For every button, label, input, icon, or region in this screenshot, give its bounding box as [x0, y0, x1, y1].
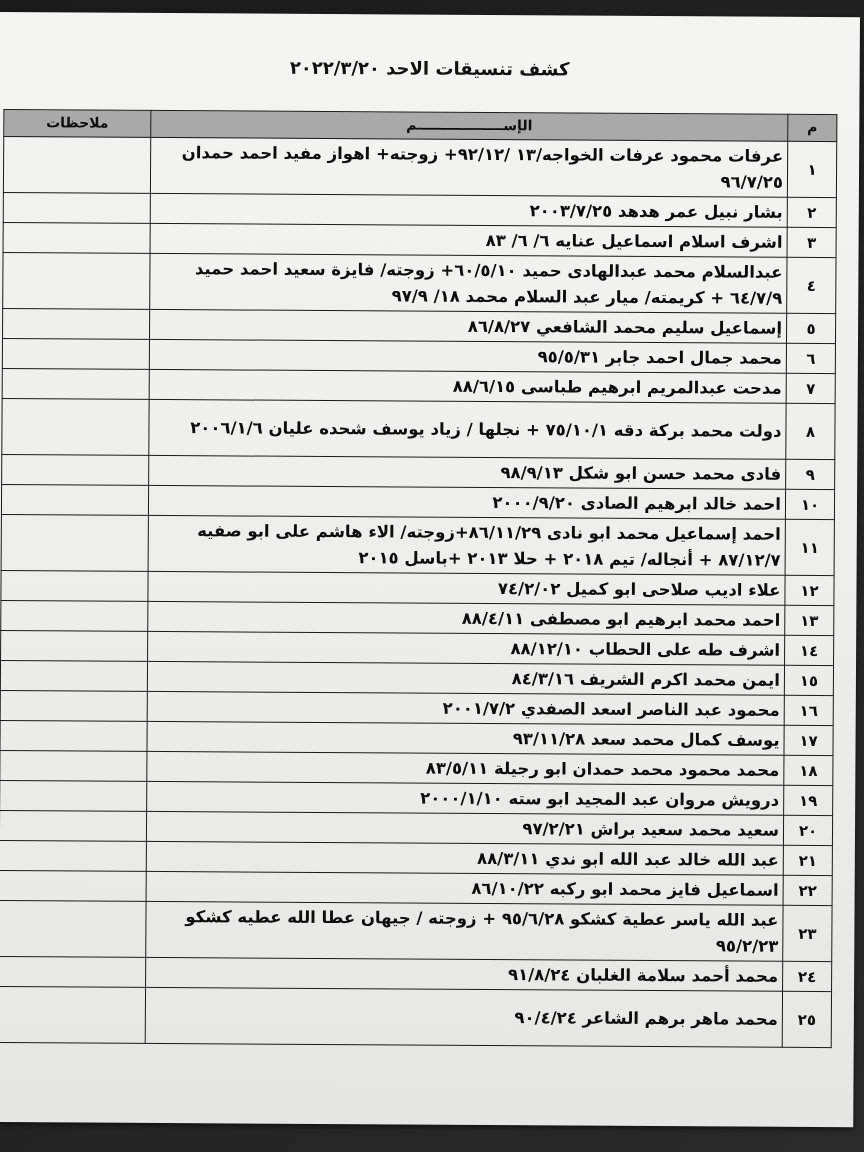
row-number: ٤: [787, 257, 836, 313]
row-notes: [3, 253, 150, 310]
row-name: فادى محمد حسن ابو شكل ٩٨/٩/١٣: [149, 455, 786, 489]
row-notes: [2, 339, 149, 370]
row-name: يوسف كمال محمد سعد ٩٣/١١/٢٨: [147, 721, 784, 755]
header-notes: ملاحظات: [4, 110, 151, 138]
row-number: ١٨: [784, 755, 833, 785]
table-row: [2, 399, 835, 460]
row-number: ٧: [786, 373, 835, 403]
row-number: ٢١: [783, 845, 832, 875]
row-number: ١٩: [784, 785, 833, 815]
row-notes: [1, 485, 148, 516]
document-title: كشف تنسيقات الاحد ٢٠٢٢/٣/٢٠: [289, 57, 570, 81]
row-number: ٢٠: [783, 815, 832, 845]
row-name: دولت محمد بركة دقه ٧٥/١٠/١ + نجلها / زياد يوسف شحده عليان ٢٠٠٦/١/٦: [149, 399, 786, 459]
paper-sheet: [0, 12, 860, 1127]
row-name: اسماعيل فايز محمد ابو ركبه ٨٦/١٠/٢٢: [146, 871, 783, 905]
row-name: عبد الله خالد عبد الله ابو ندي ٨٨/٣/١١: [146, 841, 783, 875]
row-name: عرفات محمود عرفات الخواجه/١٣ /٩٢/١٢+ زوجته+ اهواز مفيد احمد حمدان ٩٦/٧/٢٥: [150, 137, 787, 197]
row-number: ١٣: [785, 605, 834, 635]
row-notes: [0, 661, 147, 692]
row-notes: [0, 957, 146, 988]
row-notes: [0, 987, 146, 1044]
coordination-table: [0, 109, 837, 1048]
row-number: ٢٤: [783, 961, 832, 991]
row-name: احمد محمد ابرهيم ابو مصطفى ٨٨/٤/١١: [148, 601, 785, 635]
table-row: [1, 515, 834, 576]
row-notes: [1, 515, 148, 572]
row-number: ٩: [786, 459, 835, 489]
row-name: محمد جمال احمد جابر ٩٥/٥/٣١: [149, 339, 786, 373]
row-notes: [1, 571, 148, 602]
row-name: علاء اديب صلاحى ابو كميل ٧٤/٢/٠٢: [148, 571, 785, 605]
header-name: الإســــــــــــــــــم: [151, 110, 788, 141]
row-name: مدحت عبدالمريم ابرهيم طباسى ٨٨/٦/١٥: [149, 369, 786, 403]
row-notes: [0, 871, 146, 902]
row-number: ٢٣: [783, 905, 832, 961]
row-name: محمد محمود محمد حمدان ابو رجيلة ٨٣/٥/١١: [147, 751, 784, 785]
row-number: ١٥: [784, 665, 833, 695]
row-number: ٢: [787, 197, 836, 227]
row-name: محمود عبد الناصر اسعد الصفدي ٢٠٠١/٧/٢: [147, 691, 784, 725]
row-name: عبدالسلام محمد عبدالهادى حميد ٦٠/٥/١٠+ زوجته/ فايزة سعيد احمد حميد ٦٤/٧/٩ + كريمته/ ميار عبد السلام محمد ١٨/ ٩٧/٩: [150, 253, 787, 313]
row-name: بشار نبيل عمر هدهد ٢٠٠٣/٧/٢٥: [150, 193, 787, 227]
row-name: ايمن محمد اكرم الشريف ٨٤/٣/١٦: [147, 661, 784, 695]
row-name: احمد إسماعيل محمد ابو نادى ٨٦/١١/٢٩+زوجته/ الاء هاشم على ابو صفيه ٨٧/١٢/٧ + أنجاله/ تيم ٢٠١٨ + حلا ٢٠١٣ +باسل ٢٠١٥: [148, 515, 785, 575]
row-number: ٦: [786, 343, 835, 373]
row-notes: [2, 369, 149, 400]
row-name: محمد ماهر برهم الشاعر ٩٠/٤/٢٤: [145, 987, 782, 1047]
row-name: اشرف طه على الحطاب ٨٨/١٢/١٠: [148, 631, 785, 665]
row-name: سعيد محمد سعيد براش ٩٧/٢/٢١: [146, 811, 783, 845]
row-number: ١: [787, 141, 836, 197]
row-number: ٢٥: [782, 991, 831, 1047]
row-name: احمد خالد ابرهيم الصادى ٢٠٠٠/٩/٢٠: [148, 485, 785, 519]
row-number: ٢٢: [783, 875, 832, 905]
row-number: ١٠: [785, 489, 834, 519]
row-number: ١٧: [784, 725, 833, 755]
row-number: ٣: [787, 227, 836, 257]
row-notes: [1, 631, 148, 662]
row-notes: [0, 721, 147, 752]
row-number: ١٤: [785, 635, 834, 665]
row-notes: [2, 455, 149, 486]
table-row: [3, 253, 836, 314]
header-number: م: [788, 114, 837, 141]
row-notes: [1, 601, 148, 632]
table-row: [0, 901, 832, 962]
row-notes: [3, 223, 150, 254]
row-number: ١٦: [784, 695, 833, 725]
row-notes: [0, 811, 147, 842]
row-notes: [3, 137, 150, 194]
row-notes: [2, 399, 149, 456]
table-row: [3, 137, 836, 198]
row-number: ١١: [785, 519, 834, 575]
row-notes: [0, 691, 147, 722]
row-notes: [0, 841, 146, 872]
row-number: ١٢: [785, 575, 834, 605]
row-notes: [3, 309, 150, 340]
row-name: اشرف اسلام اسماعيل عنايه ٦/ ٦/ ٨٣: [150, 223, 787, 257]
row-notes: [0, 781, 147, 812]
row-name: عبد الله ياسر عطية كشكو ٩٥/٦/٢٨ + زوجته / جيهان عطا الله عطيه كشكو ٩٥/٢/٢٣: [146, 901, 783, 961]
row-number: ٥: [786, 313, 835, 343]
table-row: [0, 987, 832, 1048]
row-notes: [0, 901, 146, 958]
row-name: إسماعيل سليم محمد الشافعي ٨٦/٨/٢٧: [150, 309, 787, 343]
row-notes: [3, 193, 150, 224]
row-name: محمد أحمد سلامة الغلبان ٩١/٨/٢٤: [146, 957, 783, 991]
row-number: ٨: [786, 403, 835, 459]
row-name: درويش مروان عبد المجيد ابو سته ٢٠٠٠/١/١٠: [147, 781, 784, 815]
row-notes: [0, 751, 147, 782]
